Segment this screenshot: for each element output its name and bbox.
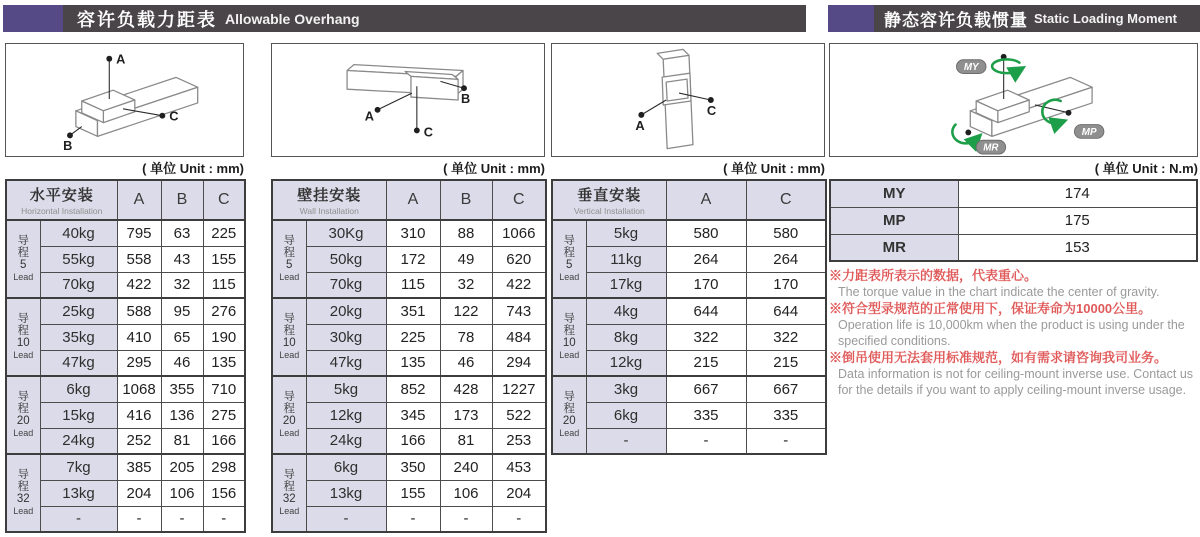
value-cell: - — [203, 506, 245, 532]
value-cell: 276 — [203, 298, 245, 324]
titlebar-title-en: Static Loading Moment — [1034, 11, 1177, 26]
moment-value-cell: 175 — [958, 207, 1197, 234]
load-cell: 35kg — [40, 324, 117, 350]
value-cell: 65 — [161, 324, 203, 350]
table-row — [272, 376, 546, 402]
table-row — [552, 246, 826, 272]
value-cell: 322 — [666, 324, 746, 350]
moment-value-cell: 174 — [958, 180, 1197, 207]
value-cell: 81 — [440, 428, 492, 454]
load-cell: 50kg — [306, 246, 386, 272]
column-header-c: C — [492, 180, 546, 220]
value-cell: 156 — [203, 480, 245, 506]
lead-20-cell: 导 程 20 Lead — [6, 376, 40, 454]
value-cell: - — [161, 506, 203, 532]
value-cell: 264 — [666, 246, 746, 272]
value-cell: 710 — [203, 376, 245, 402]
value-cell: 253 — [492, 428, 546, 454]
moment-key-cell: MP — [830, 207, 958, 234]
value-cell: 644 — [746, 298, 826, 324]
point-a-label: A — [635, 117, 645, 133]
value-cell: 46 — [440, 350, 492, 376]
horizontal-installation-diagram — [5, 43, 244, 157]
value-cell: 644 — [666, 298, 746, 324]
value-cell: 588 — [117, 298, 161, 324]
table-title-en: Horizontal Installation — [21, 206, 103, 216]
value-cell: 422 — [117, 272, 161, 298]
note-text-zh: ※符合型录规范的正常使用下，保证寿命为10000公里。 — [829, 301, 1152, 316]
load-cell: 17kg — [586, 272, 666, 298]
titlebar-accent-square — [828, 5, 874, 32]
table-row — [6, 246, 245, 272]
table-row — [272, 454, 546, 480]
value-cell: 580 — [666, 220, 746, 246]
lead-5-cell: 导 程 5 Lead — [272, 220, 306, 298]
table-row — [6, 272, 245, 298]
table-row — [6, 298, 245, 324]
value-cell: 852 — [386, 376, 440, 402]
value-cell: 295 — [117, 350, 161, 376]
static-loading-moment-titlebar — [828, 5, 1200, 32]
load-cell: 12kg — [586, 350, 666, 376]
value-cell: 667 — [746, 376, 826, 402]
value-cell: 136 — [161, 402, 203, 428]
rail-isometric-drawing — [272, 44, 544, 156]
load-cell: - — [40, 506, 117, 532]
value-cell: 32 — [440, 272, 492, 298]
value-cell: 1068 — [117, 376, 161, 402]
lead-10-cell: 导 程 10 Lead — [552, 298, 586, 376]
moment-axes-diagram — [829, 43, 1198, 157]
note-text-zh: ※力距表所表示的数据，代表重心。 — [829, 268, 1038, 283]
my-badge-label: MY — [963, 62, 979, 74]
value-cell: 795 — [117, 220, 161, 246]
table-row — [6, 220, 245, 246]
table-title-cell — [552, 180, 666, 220]
load-cell: 5kg — [586, 220, 666, 246]
value-cell: 335 — [666, 402, 746, 428]
table-row — [552, 376, 826, 402]
load-cell: 6kg — [586, 402, 666, 428]
horizontal-installation-section — [5, 43, 244, 533]
lead-5-cell: 导 程 5 Lead — [552, 220, 586, 298]
column-header-a: A — [666, 180, 746, 220]
load-cell: 47kg — [306, 350, 386, 376]
load-cell: 8kg — [586, 324, 666, 350]
value-cell: 155 — [203, 246, 245, 272]
table-row — [6, 480, 245, 506]
value-cell: - — [386, 506, 440, 532]
value-cell: 106 — [161, 480, 203, 506]
value-cell: 351 — [386, 298, 440, 324]
load-cell: 6kg — [306, 454, 386, 480]
point-c-label: C — [706, 102, 717, 118]
value-cell: 620 — [492, 246, 546, 272]
table-row — [6, 324, 245, 350]
table-header-row — [272, 180, 546, 220]
table-row — [552, 402, 826, 428]
value-cell: 428 — [440, 376, 492, 402]
note-text-en: The torque value in the chart indicate the center of gravity. — [838, 285, 1160, 299]
note-text-zh: ※倒吊使用无法套用标准规范，如有需求请咨询我司业务。 — [829, 350, 1168, 365]
load-cell: 11kg — [586, 246, 666, 272]
load-cell: 24kg — [40, 428, 117, 454]
value-cell: - — [746, 428, 826, 454]
moment-row — [830, 180, 1197, 207]
value-cell: 155 — [386, 480, 440, 506]
value-cell: 322 — [746, 324, 826, 350]
mr-badge-label: MR — [983, 142, 999, 154]
load-cell: 13kg — [40, 480, 117, 506]
value-cell: 410 — [117, 324, 161, 350]
value-cell: 522 — [492, 402, 546, 428]
value-cell: 173 — [440, 402, 492, 428]
value-cell: 355 — [161, 376, 203, 402]
static-loading-moment-section — [829, 43, 1198, 398]
value-cell: 252 — [117, 428, 161, 454]
rail-isometric-drawing — [6, 44, 243, 156]
table-row — [6, 376, 245, 402]
lead-20-cell: 导 程 20 Lead — [552, 376, 586, 454]
load-cell: 5kg — [306, 376, 386, 402]
value-cell: 204 — [117, 480, 161, 506]
value-cell: 264 — [746, 246, 826, 272]
load-cell: 70kg — [306, 272, 386, 298]
table-row — [552, 324, 826, 350]
value-cell: 345 — [386, 402, 440, 428]
table-row — [272, 506, 546, 532]
load-cell: - — [306, 506, 386, 532]
load-cell: 24kg — [306, 428, 386, 454]
load-cell: 70kg — [40, 272, 117, 298]
value-cell: 580 — [746, 220, 826, 246]
lead-32-cell: 导 程 32 Lead — [6, 454, 40, 532]
wall-installation-diagram — [271, 43, 545, 157]
value-cell: - — [666, 428, 746, 454]
load-cell: - — [586, 428, 666, 454]
load-cell: 47kg — [40, 350, 117, 376]
value-cell: 115 — [203, 272, 245, 298]
value-cell: 32 — [161, 272, 203, 298]
value-cell: 294 — [492, 350, 546, 376]
load-cell: 55kg — [40, 246, 117, 272]
point-a-label: A — [116, 51, 126, 67]
load-cell: 15kg — [40, 402, 117, 428]
lead-5-cell: 导 程 5 Lead — [6, 220, 40, 298]
table-row — [552, 272, 826, 298]
value-cell: 106 — [440, 480, 492, 506]
load-cell: 12kg — [306, 402, 386, 428]
titlebar-title-zh: 静态容许负载惯量 — [884, 11, 1028, 30]
value-cell: 385 — [117, 454, 161, 480]
allowable-overhang-titlebar — [3, 5, 806, 32]
load-cell: 7kg — [40, 454, 117, 480]
point-c-label: C — [423, 124, 433, 140]
column-header-c: C — [203, 180, 245, 220]
value-cell: 1066 — [492, 220, 546, 246]
value-cell: 166 — [203, 428, 245, 454]
value-cell: 204 — [492, 480, 546, 506]
table-header-row — [6, 180, 245, 220]
vertical-installation-table — [551, 179, 827, 455]
titlebar-title-zh: 容许负载力距表 — [77, 9, 217, 30]
load-cell: 30kg — [306, 324, 386, 350]
value-cell: 122 — [440, 298, 492, 324]
value-cell: 63 — [161, 220, 203, 246]
load-cell: 20kg — [306, 298, 386, 324]
table-row — [272, 272, 546, 298]
value-cell: 115 — [386, 272, 440, 298]
moment-value-cell: 153 — [958, 234, 1197, 261]
load-cell: 30Kg — [306, 220, 386, 246]
table-row — [552, 428, 826, 454]
lead-10-cell: 导 程 10 Lead — [6, 298, 40, 376]
value-cell: 88 — [440, 220, 492, 246]
point-b-label: B — [63, 138, 73, 154]
value-cell: - — [492, 506, 546, 532]
value-cell: 350 — [386, 454, 440, 480]
load-cell: 6kg — [40, 376, 117, 402]
value-cell: - — [440, 506, 492, 532]
lead-10-cell: 导 程 10 Lead — [272, 298, 306, 376]
value-cell: 1227 — [492, 376, 546, 402]
unit-label-nm: ( 单位 Unit : N.m) — [1094, 161, 1198, 176]
moment-key-cell: MR — [830, 234, 958, 261]
load-cell: 4kg — [586, 298, 666, 324]
table-row — [272, 298, 546, 324]
note-item — [829, 300, 1198, 349]
table-title-zh: 壁挂安装 — [297, 187, 362, 204]
table-header-row — [552, 180, 826, 220]
load-cell: 3kg — [586, 376, 666, 402]
value-cell: 225 — [386, 324, 440, 350]
value-cell: 166 — [386, 428, 440, 454]
value-cell: 205 — [161, 454, 203, 480]
table-title-en: Vertical Installation — [573, 206, 645, 216]
value-cell: 225 — [203, 220, 245, 246]
value-cell: 275 — [203, 402, 245, 428]
value-cell: 95 — [161, 298, 203, 324]
lead-20-cell: 导 程 20 Lead — [272, 376, 306, 454]
lead-32-cell: 导 程 32 Lead — [272, 454, 306, 532]
moment-key-cell: MY — [830, 180, 958, 207]
column-header-a: A — [386, 180, 440, 220]
table-row — [272, 480, 546, 506]
table-row — [272, 350, 546, 376]
table-title-en: Wall Installation — [299, 206, 359, 216]
titlebar-title-en: Allowable Overhang — [225, 10, 360, 27]
column-header-b: B — [161, 180, 203, 220]
table-row — [552, 220, 826, 246]
unit-label-mm: ( 单位 Unit : mm) — [723, 161, 825, 176]
value-cell: 298 — [203, 454, 245, 480]
load-cell: 25kg — [40, 298, 117, 324]
table-row — [6, 506, 245, 532]
table-row — [6, 454, 245, 480]
value-cell: 135 — [203, 350, 245, 376]
value-cell: 49 — [440, 246, 492, 272]
note-text-en: Data information is not for ceiling-mount inverse use. Contact us for the details if you want to apply ceiling-mount inverse usage. — [838, 367, 1194, 397]
note-text-en: Operation life is 10,000km when the product is using under the specified conditions. — [838, 318, 1185, 348]
value-cell: 743 — [492, 298, 546, 324]
horizontal-installation-table — [5, 179, 246, 533]
value-cell: 135 — [386, 350, 440, 376]
table-row — [272, 246, 546, 272]
table-row — [6, 350, 245, 376]
table-row — [272, 220, 546, 246]
table-row — [552, 298, 826, 324]
unit-label-mm: ( 单位 Unit : mm) — [443, 161, 545, 176]
value-cell: 416 — [117, 402, 161, 428]
value-cell: 240 — [440, 454, 492, 480]
table-row — [272, 402, 546, 428]
wall-installation-table — [271, 179, 547, 533]
table-title-cell — [272, 180, 386, 220]
value-cell: 78 — [440, 324, 492, 350]
static-loading-moment-table — [829, 179, 1198, 262]
rail-isometric-drawing — [552, 44, 824, 156]
value-cell: 422 — [492, 272, 546, 298]
unit-label-mm: ( 单位 Unit : mm) — [142, 161, 244, 176]
value-cell: 215 — [666, 350, 746, 376]
column-header-c: C — [746, 180, 826, 220]
load-cell: 13kg — [306, 480, 386, 506]
column-header-b: B — [440, 180, 492, 220]
value-cell: 43 — [161, 246, 203, 272]
mp-badge-label: MP — [1081, 126, 1097, 138]
value-cell: 310 — [386, 220, 440, 246]
load-cell: 40kg — [40, 220, 117, 246]
value-cell: 667 — [666, 376, 746, 402]
note-item — [829, 267, 1198, 300]
point-c-label: C — [169, 108, 179, 124]
point-b-label: B — [461, 90, 471, 106]
table-title-zh: 垂直安装 — [577, 187, 642, 204]
vertical-installation-diagram — [551, 43, 825, 157]
table-row — [552, 350, 826, 376]
value-cell: 453 — [492, 454, 546, 480]
vertical-installation-section — [551, 43, 825, 455]
note-item — [829, 349, 1198, 398]
value-cell: 558 — [117, 246, 161, 272]
rail-moment-drawing — [830, 44, 1197, 156]
table-row — [272, 324, 546, 350]
value-cell: 190 — [203, 324, 245, 350]
value-cell: 81 — [161, 428, 203, 454]
titlebar-accent-square — [3, 5, 63, 32]
column-header-a: A — [117, 180, 161, 220]
table-title-cell — [6, 180, 117, 220]
wall-installation-section — [271, 43, 545, 533]
value-cell: 170 — [666, 272, 746, 298]
moment-row — [830, 234, 1197, 261]
value-cell: 484 — [492, 324, 546, 350]
value-cell: - — [117, 506, 161, 532]
value-cell: 172 — [386, 246, 440, 272]
moment-row — [830, 207, 1197, 234]
value-cell: 170 — [746, 272, 826, 298]
notes-block — [829, 267, 1198, 398]
table-row — [6, 402, 245, 428]
table-row — [6, 428, 245, 454]
value-cell: 215 — [746, 350, 826, 376]
value-cell: 46 — [161, 350, 203, 376]
table-title-zh: 水平安装 — [29, 187, 94, 204]
table-row — [272, 428, 546, 454]
point-a-label: A — [364, 108, 375, 124]
value-cell: 335 — [746, 402, 826, 428]
